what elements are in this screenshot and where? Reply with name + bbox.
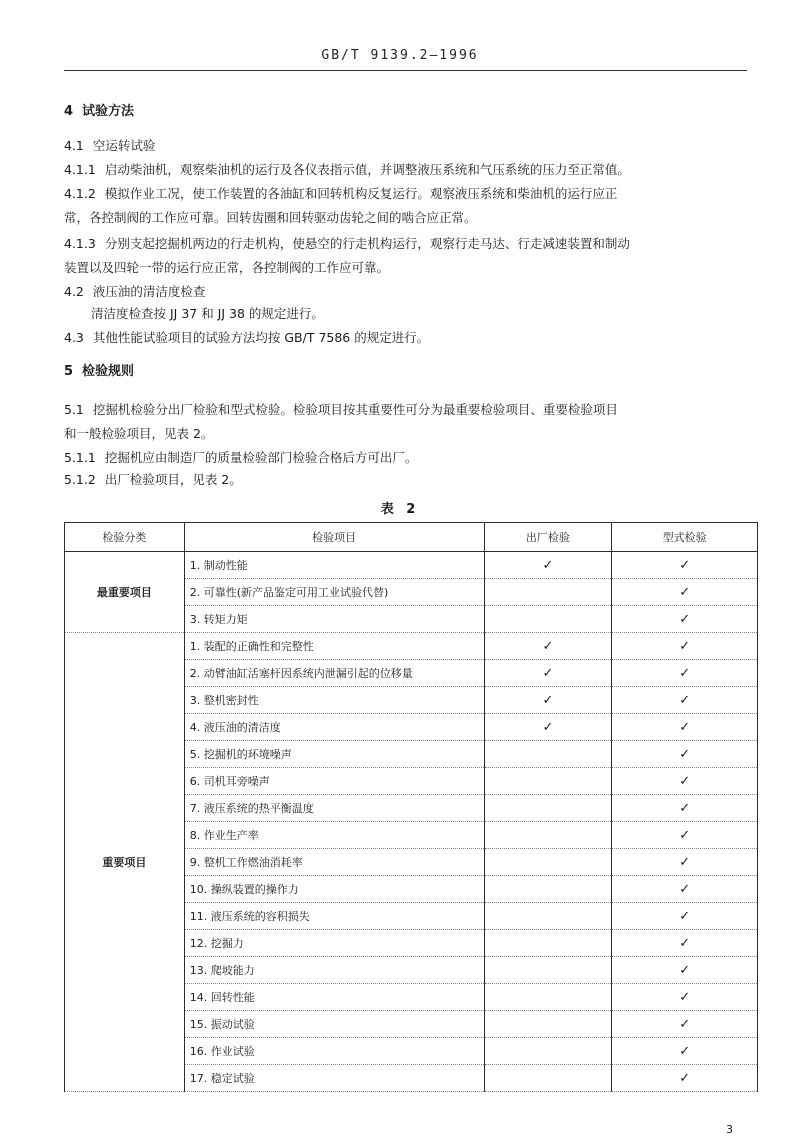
table-row — [65, 552, 758, 579]
section-title: 液压油的清洁度检查 — [92, 284, 206, 299]
section-5-1 — [64, 402, 618, 418]
section-number: 4.1.2 — [64, 186, 96, 201]
type-check-cell: ✓ — [612, 849, 758, 876]
inspection-item-cell: 4. 液压油的清洁度 — [184, 714, 484, 741]
factory-check-cell — [484, 1065, 612, 1092]
inspection-item-cell: 13. 爬坡能力 — [184, 957, 484, 984]
type-check-cell: ✓ — [612, 876, 758, 903]
section-4-1-2-continued: 常，各控制阀的工作应可靠。回转齿圈和回转驱动齿轮之间的啮合应正常。 — [64, 210, 477, 225]
category-cell: 重要项目 — [65, 633, 185, 1092]
inspection-item-cell: 16. 作业试验 — [184, 1038, 484, 1065]
factory-check-cell — [484, 1011, 612, 1038]
type-check-cell: ✓ — [612, 1065, 758, 1092]
header-category: 检验分类 — [65, 523, 185, 552]
factory-check-cell — [484, 1038, 612, 1065]
type-check-cell: ✓ — [612, 633, 758, 660]
section-4-1-2 — [64, 186, 617, 202]
type-check-cell: ✓ — [612, 768, 758, 795]
type-check-cell: ✓ — [612, 795, 758, 822]
page-number: 3 — [726, 1123, 733, 1136]
section-4-3 — [64, 330, 429, 346]
type-check-cell: ✓ — [612, 957, 758, 984]
type-check-cell: ✓ — [612, 714, 758, 741]
factory-check-cell — [484, 606, 612, 633]
section-4-1 — [64, 138, 155, 154]
header-rule — [64, 70, 747, 71]
type-check-cell: ✓ — [612, 822, 758, 849]
section-text: 模拟作业工况，使工作装置的各油缸和回转机构反复运行。观察液压系统和柴油机的运行应正 — [104, 186, 618, 201]
factory-check-cell: ✓ — [484, 714, 612, 741]
section-5-1-continued: 和一般检验项目，见表 2。 — [64, 426, 214, 441]
section-4-title — [64, 104, 134, 120]
type-check-cell: ✓ — [612, 579, 758, 606]
header-factory-inspection: 出厂检验 — [484, 523, 612, 552]
inspection-item-cell: 9. 整机工作燃油消耗率 — [184, 849, 484, 876]
inspection-item-cell: 8. 作业生产率 — [184, 822, 484, 849]
section-title: 检验规则 — [82, 364, 135, 379]
type-check-cell: ✓ — [612, 741, 758, 768]
inspection-item-cell: 1. 制动性能 — [184, 552, 484, 579]
type-check-cell: ✓ — [612, 903, 758, 930]
factory-check-cell — [484, 984, 612, 1011]
type-check-cell: ✓ — [612, 930, 758, 957]
type-check-cell: ✓ — [612, 1011, 758, 1038]
section-5-1-1 — [64, 450, 417, 466]
inspection-item-cell: 3. 整机密封性 — [184, 687, 484, 714]
section-4-2 — [64, 284, 205, 300]
type-check-cell: ✓ — [612, 1038, 758, 1065]
factory-check-cell — [484, 957, 612, 984]
inspection-item-cell: 14. 回转性能 — [184, 984, 484, 1011]
table-caption: 表 2 — [380, 502, 420, 517]
standard-code-header: GB/T 9139.2—1996 — [321, 48, 479, 63]
factory-check-cell: ✓ — [484, 552, 612, 579]
section-4-2-body: 清洁度检查按 JJ 37 和 JJ 38 的规定进行。 — [91, 306, 324, 321]
section-title: 试验方法 — [82, 104, 135, 119]
inspection-item-cell: 17. 稳定试验 — [184, 1065, 484, 1092]
factory-check-cell — [484, 876, 612, 903]
inspection-item-cell: 15. 振动试验 — [184, 1011, 484, 1038]
table-row — [65, 633, 758, 660]
section-number: 5.1 — [64, 402, 84, 417]
inspection-items-table — [64, 522, 758, 1092]
type-check-cell: ✓ — [612, 552, 758, 579]
section-4-1-3-continued: 装置以及四轮一带的运行应正常，各控制阀的工作应可靠。 — [64, 260, 390, 275]
inspection-item-cell: 7. 液压系统的热平衡温度 — [184, 795, 484, 822]
inspection-item-cell: 2. 动臂油缸活塞杆因系统内泄漏引起的位移量 — [184, 660, 484, 687]
section-text: 出厂检验项目，见表 2。 — [104, 472, 242, 487]
inspection-item-cell: 5. 挖掘机的环境噪声 — [184, 741, 484, 768]
factory-check-cell — [484, 768, 612, 795]
inspection-item-cell: 3. 转矩力矩 — [184, 606, 484, 633]
factory-check-cell: ✓ — [484, 633, 612, 660]
inspection-item-cell: 1. 装配的正确性和完整性 — [184, 633, 484, 660]
factory-check-cell — [484, 903, 612, 930]
table-body — [65, 552, 758, 1092]
factory-check-cell — [484, 849, 612, 876]
section-number: 4.2 — [64, 284, 84, 299]
section-4-1-1 — [64, 162, 630, 178]
section-text: 挖掘机应由制造厂的质量检验部门检验合格后方可出厂。 — [104, 450, 418, 465]
section-title: 空运转试验 — [92, 138, 156, 153]
header-type-inspection: 型式检验 — [612, 523, 758, 552]
type-check-cell: ✓ — [612, 606, 758, 633]
table-header-row — [65, 523, 758, 552]
header-item: 检验项目 — [184, 523, 484, 552]
section-text: 挖掘机检验分出厂检验和型式检验。检验项目按其重要性可分为最重要检验项目、重要检验项目 — [92, 402, 618, 417]
factory-check-cell — [484, 795, 612, 822]
section-number: 5 — [64, 364, 74, 379]
type-check-cell: ✓ — [612, 984, 758, 1011]
inspection-item-cell: 6. 司机耳旁噪声 — [184, 768, 484, 795]
section-text: 分别支起挖掘机两边的行走机构，使悬空的行走机构运行，观察行走马达、行走减速装置和制动 — [104, 236, 630, 251]
section-4-1-3 — [64, 236, 630, 252]
factory-check-cell — [484, 822, 612, 849]
inspection-item-cell: 12. 挖掘力 — [184, 930, 484, 957]
section-number: 4.1.3 — [64, 236, 96, 251]
type-check-cell: ✓ — [612, 687, 758, 714]
section-text: 其他性能试验项目的试验方法均按 GB/T 7586 的规定进行。 — [92, 330, 430, 345]
section-5-title — [64, 364, 134, 380]
section-number: 4 — [64, 104, 74, 119]
section-number: 5.1.2 — [64, 472, 96, 487]
factory-check-cell: ✓ — [484, 660, 612, 687]
inspection-item-cell: 11. 液压系统的容积损失 — [184, 903, 484, 930]
section-number: 4.1.1 — [64, 162, 96, 177]
section-number: 4.1 — [64, 138, 84, 153]
section-text: 启动柴油机，观察柴油机的运行及各仪表指示值，并调整液压系统和气压系统的压力至正常值。 — [104, 162, 630, 177]
factory-check-cell: ✓ — [484, 687, 612, 714]
type-check-cell: ✓ — [612, 660, 758, 687]
section-number: 4.3 — [64, 330, 84, 345]
inspection-item-cell: 2. 可靠性(新产品鉴定可用工业试验代替) — [184, 579, 484, 606]
factory-check-cell — [484, 579, 612, 606]
category-cell: 最重要项目 — [65, 552, 185, 633]
factory-check-cell — [484, 930, 612, 957]
inspection-item-cell: 10. 操纵装置的操作力 — [184, 876, 484, 903]
section-number: 5.1.1 — [64, 450, 96, 465]
factory-check-cell — [484, 741, 612, 768]
section-5-1-2 — [64, 472, 242, 488]
